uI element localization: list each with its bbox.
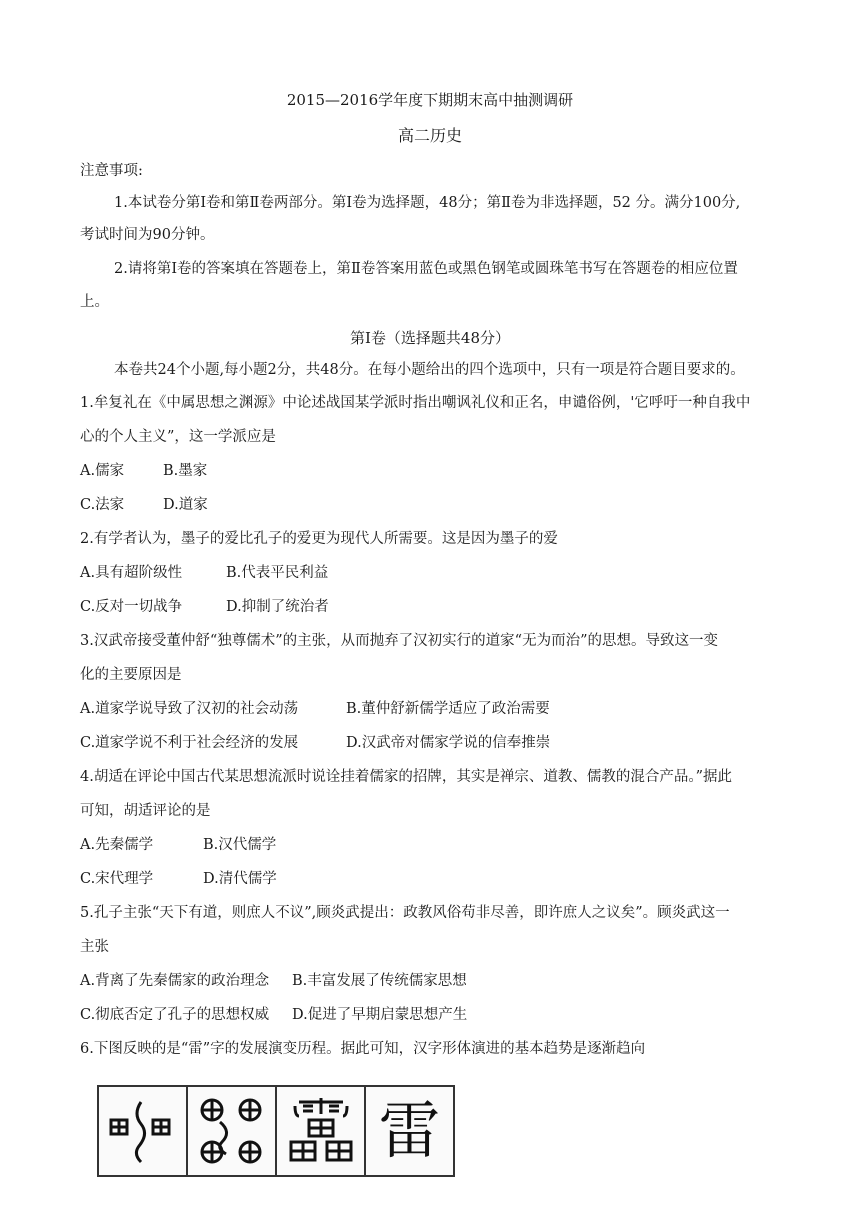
notice-heading: 注意事项: (80, 163, 143, 179)
question-5-option-d: D.促进了早期启蒙思想产生 (292, 1007, 468, 1023)
question-5-line-2: 主张 (80, 939, 109, 955)
notice-item-2: 2.请将第Ⅰ卷的答案填在答题卷上，第Ⅱ卷答案用蓝色或黑色钢笔或圆珠笔书写在答题卷的相应位置 (114, 261, 738, 277)
question-4-line-2: 可知，胡适评论的是 (80, 803, 211, 819)
question-4-option-a: A.先秦儒学 (80, 837, 154, 853)
question-2-option-b: B.代表平民利益 (226, 565, 329, 581)
question-2-option-a: A.具有超阶级性 (80, 565, 183, 581)
question-3-option-b: B.董仲舒新儒学适应了政治需要 (346, 701, 550, 717)
question-6-line-1: 6.下图反映的是“雷”字的发展演变历程。据此可知，汉字形体演进的基本趋势是逐渐趋向 (80, 1041, 646, 1057)
question-5-option-b: B.丰富发展了传统儒家思想 (292, 973, 467, 989)
question-1-line-2: 心的个人主义”，这一学派应是 (80, 429, 276, 445)
question-2-option-c: C.反对一切战争 (80, 599, 183, 615)
question-5-option-a: A.背离了先秦儒家的政治理念 (80, 973, 270, 989)
question-4-option-d: D.清代儒学 (203, 871, 277, 887)
regular-script-lei-glyph (364, 1087, 455, 1175)
exam-title: 2015—2016学年度下期期末高中抽测调研 (286, 91, 574, 109)
question-1-option-b: B.墨家 (163, 463, 208, 479)
question-3-line-2: 化的主要原因是 (80, 667, 182, 683)
section-instructions: 本卷共24个小题,每小题2分，共48分。在每小题给出的四个选项中，只有一项是符合题目要求的。 (114, 362, 745, 378)
bronze-lei-glyph (186, 1087, 275, 1175)
question-1-option-a: A.儒家 (80, 463, 125, 479)
question-5-line-1: 5.孔子主张“天下有道，则庶人不议”,顾炎武提出：政教风俗苟非尽善，即许庶人之议矣”。顾炎武这一 (80, 905, 730, 921)
regular-script-lei-character: 雷 (378, 1094, 441, 1167)
question-3-line-1: 3.汉武帝接受董仲舒“独尊儒术”的主张，从而抛弃了汉初实行的道家“无为而治”的思想。导致这一变 (80, 633, 718, 649)
question-3-option-a: A.道家学说导致了汉初的社会动荡 (80, 701, 299, 717)
question-4-option-b: B.汉代儒学 (203, 837, 277, 853)
notice-item-2-cont: 上。 (80, 294, 109, 310)
oracle-bone-lei-icon (103, 1092, 183, 1170)
subject-title: 高二历史 (397, 126, 462, 145)
section-title: 第Ⅰ卷（选择题共48分） (349, 329, 510, 347)
seal-script-lei-icon (281, 1092, 361, 1170)
question-5-option-c: C.彻底否定了孔子的思想权威 (80, 1007, 270, 1023)
notice-item-1-cont: 考试时间为90分钟。 (80, 227, 215, 243)
question-1-line-1: 1.牟复礼在《中属思想之渊源》中论述战国某学派时指出嘲讽礼仪和正名，申谴俗例，'它呼吁一种自我中 (80, 395, 751, 411)
question-3-option-c: C.道家学说不利于社会经济的发展 (80, 735, 299, 751)
question-2-line-1: 2.有学者认为，墨子的爱比孔子的爱更为现代人所需要。这是因为墨子的爱 (80, 531, 558, 547)
question-4-option-c: C.宋代理学 (80, 871, 154, 887)
question-4-line-1: 4.胡适在评论中国古代某思想流派时说诠挂着儒家的招牌，其实是禅宗、道教、儒教的混合产品。”据此 (80, 769, 732, 785)
question-1-option-d: D.道家 (163, 497, 208, 513)
oracle-bone-lei-glyph (97, 1087, 186, 1175)
lei-evolution-figure (97, 1085, 455, 1177)
question-3-option-d: D.汉武帝对儒家学说的信奉推崇 (346, 735, 551, 751)
seal-script-lei-glyph (275, 1087, 364, 1175)
question-2-option-d: D.抑制了统治者 (226, 599, 329, 615)
bronze-lei-icon (192, 1092, 272, 1170)
question-1-option-c: C.法家 (80, 497, 125, 513)
notice-item-1: 1.本试卷分第Ⅰ卷和第Ⅱ卷两部分。第Ⅰ卷为选择题，48分；第Ⅱ卷为非选择题，52 分。满分100分, (114, 195, 741, 211)
